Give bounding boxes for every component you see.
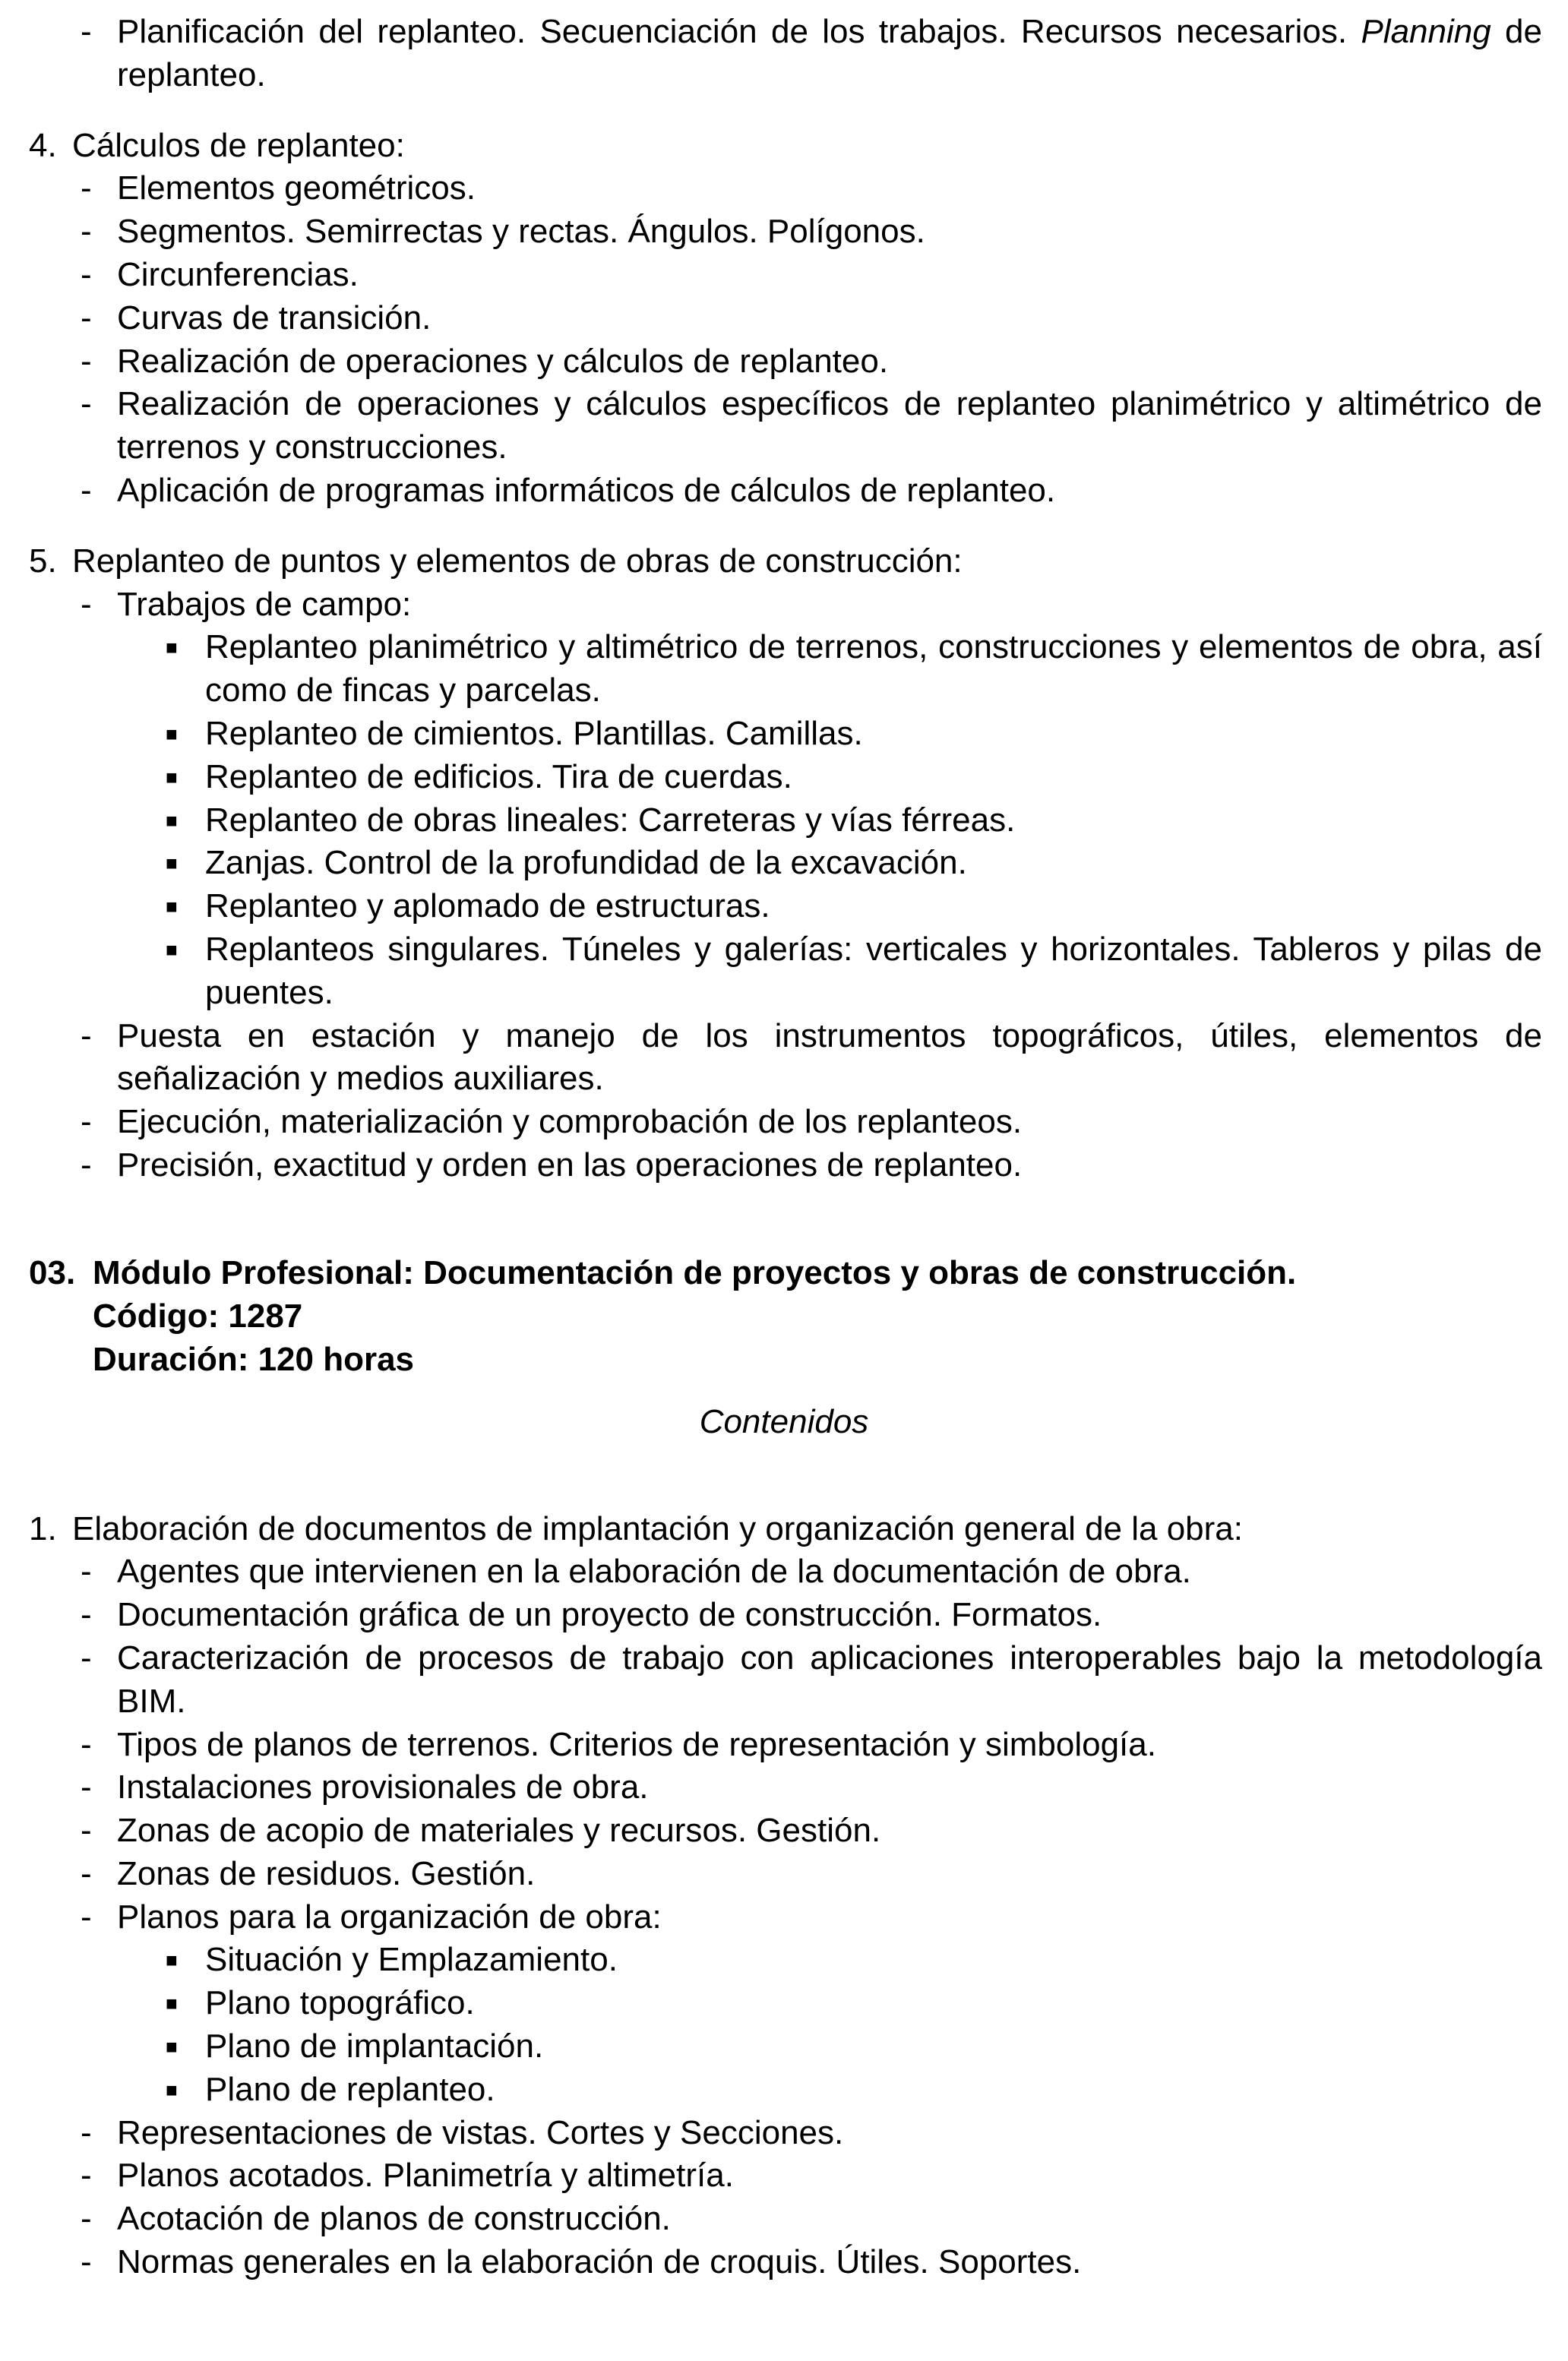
item-text: Zonas de acopio de materiales y recursos. Gestión. (117, 1812, 881, 1850)
document-page (0, 11, 1568, 2284)
list-item (0, 1015, 1542, 1101)
item-text: Instalaciones provisionales de obra. (117, 1768, 649, 1806)
bullet-marker: ■ (166, 808, 178, 832)
dash-marker: - (81, 1553, 92, 1591)
dash-marker: - (81, 2157, 92, 2195)
dash-marker: - (81, 342, 92, 380)
module-title (0, 1251, 1568, 1294)
item-text: Planos para la organización de obra: (117, 1898, 662, 1936)
item-text: Ejecución, materialización y comprobación de los replanteos. (117, 1103, 1023, 1141)
item-text: Zanjas. Control de la profundidad de la excavación. (205, 844, 967, 882)
item-text: Acotación de planos de construcción. (117, 2200, 671, 2238)
bullet-marker: ■ (166, 1949, 178, 1972)
bullet-item (0, 2025, 1542, 2069)
bullet-marker: ■ (166, 2035, 178, 2059)
bullet-item (0, 2069, 1542, 2112)
list-item (0, 1766, 1542, 1809)
list-item (0, 383, 1542, 469)
list-item (0, 1594, 1542, 1637)
item-text: Normas generales en la elaboración de croquis. Útiles. Soportes. (117, 2243, 1082, 2281)
module-meta (0, 1294, 1568, 1338)
dash-marker: - (81, 213, 92, 251)
item-text: Agentes que intervienen en la elaboración de la documentación de obra. (117, 1553, 1191, 1591)
item-text: Planos acotados. Planimetría y altimetría. (117, 2157, 734, 2195)
dash-marker: - (81, 1812, 92, 1850)
item-text: Realización de operaciones y cálculos específicos de replanteo planimétrico y altimétrico de terrenos y construcciones. (117, 385, 1542, 466)
item-text: Segmentos. Semirrectas y rectas. Ángulos. Polígonos. (117, 213, 925, 251)
dash-marker: - (81, 13, 92, 50)
item-text: Replanteos singulares. Túneles y galerías: verticales y horizontales. Tableros y pilas de puentes. (205, 930, 1542, 1011)
list-item (0, 583, 1542, 627)
dash-marker: - (81, 169, 92, 207)
item-text: Plano de replanteo. (205, 2070, 495, 2108)
item-text: Replanteo planimétrico y altimétrico de terrenos, construcciones y elementos de obra, así como de fincas y parcelas. (205, 628, 1542, 710)
contents-heading (0, 1401, 1568, 1444)
item-text: Replanteo y aplomado de estructuras. (205, 887, 770, 925)
section-heading (0, 125, 1568, 168)
item-text: Tipos de planos de terrenos. Criterios de representación y simbología. (117, 1725, 1156, 1763)
dash-marker: - (81, 1016, 92, 1054)
item-text: Contenidos (699, 1402, 869, 1440)
item-text: Plano de implantación. (205, 2028, 544, 2065)
item-text: Plano topográfico. (205, 1984, 475, 2022)
list-item (0, 11, 1542, 97)
item-text: Realización de operaciones y cálculos de replanteo. (117, 342, 889, 380)
item-text: Precisión, exactitud y orden en las operaciones de replanteo. (117, 1146, 1023, 1184)
dash-marker: - (81, 299, 92, 337)
dash-marker: - (81, 471, 92, 509)
list-item (0, 1101, 1542, 1144)
bullet-item (0, 626, 1542, 713)
bullet-item (0, 885, 1542, 928)
item-text: Planificación del replanteo. Secuenciación de los trabajos. Recursos necesarios. (117, 13, 1348, 50)
dash-marker: - (81, 1725, 92, 1763)
item-number: 1. (29, 1509, 57, 1547)
item-text: Documentación gráfica de un proyecto de construcción. Formatos. (117, 1596, 1102, 1634)
dash-marker: - (81, 2243, 92, 2281)
bullet-marker: ■ (166, 937, 178, 961)
item-text: Caracterización de procesos de trabajo con aplicaciones interoperables bajo la metodología BIM. (117, 1639, 1542, 1720)
list-item (0, 1550, 1542, 1594)
item-text: Curvas de transición. (117, 299, 432, 337)
item-text: Situación y Emplazamiento. (205, 1941, 618, 1979)
bullet-marker: ■ (166, 636, 178, 659)
item-number: 4. (29, 126, 57, 164)
list-item (0, 340, 1542, 384)
item-text: Replanteo de obras lineales: Carreteras y vías férreas. (205, 801, 1016, 839)
module-meta (0, 1338, 1568, 1381)
dash-marker: - (81, 385, 92, 423)
item-text: Zonas de residuos. Gestión. (117, 1854, 536, 1892)
item-text: Cálculos de replanteo: (72, 126, 405, 164)
list-item (0, 1809, 1542, 1853)
bullet-marker: ■ (166, 852, 178, 875)
section-heading (0, 1508, 1568, 1551)
bullet-item (0, 713, 1542, 756)
list-item (0, 1724, 1542, 1767)
bullet-marker: ■ (166, 765, 178, 789)
list-item (0, 469, 1542, 513)
list-item (0, 254, 1542, 297)
item-text: Duración: 120 horas (93, 1340, 415, 1378)
list-item (0, 1896, 1542, 1939)
bullet-marker: ■ (166, 1992, 178, 2015)
list-item (0, 210, 1542, 254)
dash-marker: - (81, 1639, 92, 1677)
list-item (0, 2241, 1542, 2284)
dash-marker: - (81, 585, 92, 623)
list-item (0, 1853, 1542, 1896)
dash-marker: - (81, 2113, 92, 2151)
dash-marker: - (81, 1898, 92, 1936)
dash-marker: - (81, 1103, 92, 1141)
item-text: Replanteo de edificios. Tira de cuerdas. (205, 757, 792, 795)
bullet-marker: ■ (166, 895, 178, 918)
dash-marker: - (81, 1596, 92, 1634)
dash-marker: - (81, 2200, 92, 2238)
item-text: Replanteo de cimientos. Plantillas. Camillas. (205, 714, 863, 752)
list-item (0, 1144, 1542, 1187)
bullet-item (0, 799, 1542, 842)
item-text: Circunferencias. (117, 255, 359, 293)
list-item (0, 167, 1542, 210)
item-text: Representaciones de vistas. Cortes y Secciones. (117, 2113, 844, 2151)
section-heading (0, 540, 1568, 583)
list-item (0, 2154, 1542, 2198)
bullet-marker: ■ (166, 2078, 178, 2101)
bullet-item (0, 756, 1542, 799)
item-text: Replanteo de puntos y elementos de obras de construcción: (72, 542, 963, 580)
dash-marker: - (81, 255, 92, 293)
bullet-item (0, 928, 1542, 1015)
item-text: Puesta en estación y manejo de los instrumentos topográficos, útiles, elementos de señalización y medios auxiliares. (117, 1016, 1542, 1098)
bullet-item (0, 1982, 1542, 2025)
item-text: Trabajos de campo: (117, 585, 412, 623)
item-text-tail: de replanteo. (117, 13, 1542, 93)
bullet-marker: ■ (166, 722, 178, 745)
item-text: Elementos geométricos. (117, 169, 476, 207)
item-number: 03. (29, 1253, 76, 1291)
list-item (0, 2198, 1542, 2241)
list-item (0, 2112, 1542, 2155)
bullet-item (0, 1939, 1542, 1982)
list-item (0, 297, 1542, 340)
item-text: Elaboración de documentos de implantación y organización general de la obra: (72, 1509, 1243, 1547)
item-text: Aplicación de programas informáticos de cálculos de replanteo. (117, 471, 1056, 509)
item-text: Módulo Profesional: Documentación de proyectos y obras de construcción. (93, 1253, 1297, 1291)
bullet-item (0, 842, 1542, 885)
dash-marker: - (81, 1768, 92, 1806)
item-number: 5. (29, 542, 57, 580)
item-text: Código: 1287 (93, 1297, 303, 1335)
dash-marker: - (81, 1146, 92, 1184)
item-text-italic: Planning (1361, 13, 1491, 50)
dash-marker: - (81, 1854, 92, 1892)
list-item (0, 1637, 1542, 1724)
